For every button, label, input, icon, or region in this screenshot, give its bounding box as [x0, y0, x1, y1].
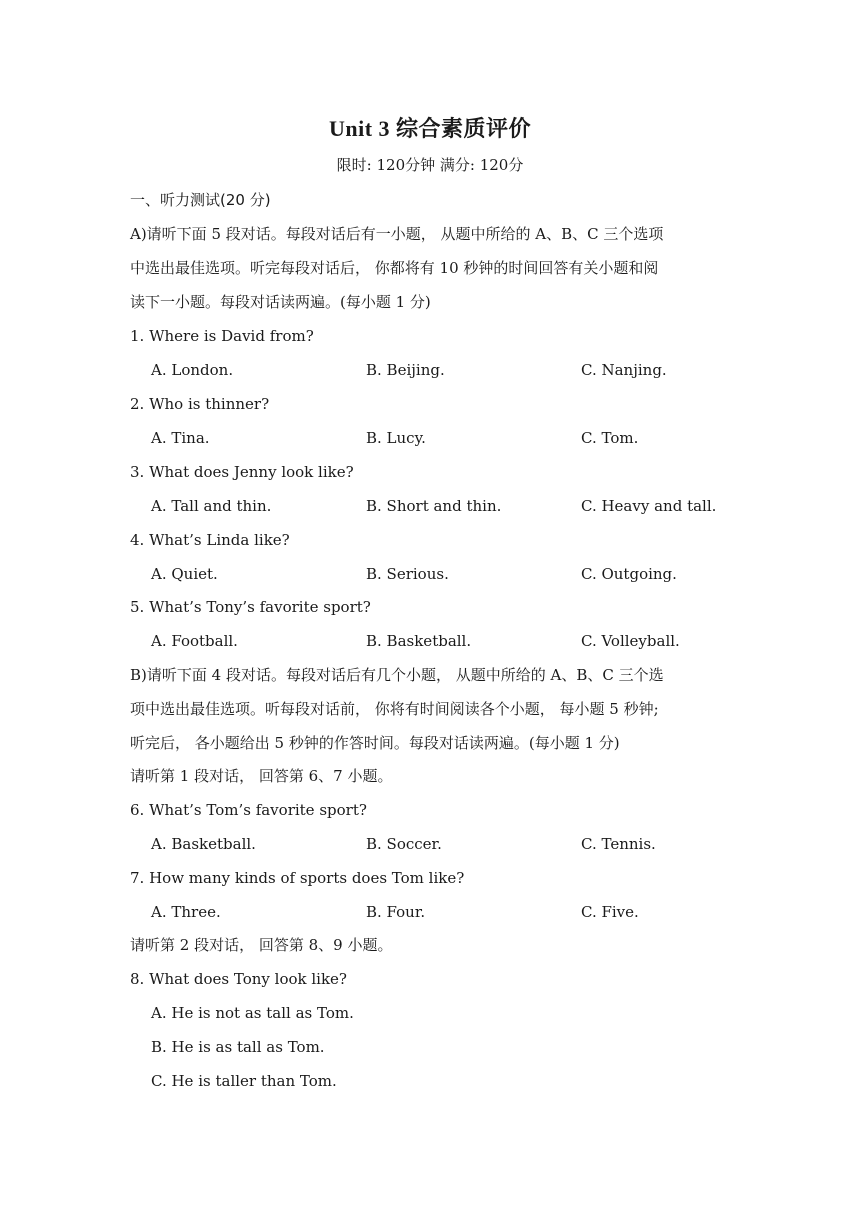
part-a-intro-line-1: A)请听下面 5 段对话。每段对话后有一小题， 从题中所给的 A、B、C 三个选项 — [130, 225, 664, 243]
q3-option-c: C. Heavy and tall. — [581, 497, 717, 515]
q1-option-b: B. Beijing. — [366, 361, 445, 379]
part-b-intro-line-1: B)请听下面 4 段对话。每段对话后有几个小题， 从题中所给的 A、B、C 三个选 — [130, 666, 664, 684]
section-heading-listening: 一、听力测试(20 分) — [130, 191, 271, 209]
q6-option-a: A. Basketball. — [151, 835, 256, 853]
question-8: 8. What does Tony look like? — [130, 970, 347, 988]
q8-option-b: B. He is as tall as Tom. — [151, 1038, 325, 1056]
q2-option-b: B. Lucy. — [366, 429, 426, 447]
time-score-line: 限时: 120分钟 满分: 120分 — [336, 156, 524, 174]
page-title: Unit 3 综合素质评价 — [328, 116, 532, 141]
q6-option-b: B. Soccer. — [366, 835, 442, 853]
q5-option-b: B. Basketball. — [366, 632, 472, 650]
part-b-intro-line-2: 项中选出最佳选项。听每段对话前， 你将有时间阅读各个小题， 每小题 5 秒钟; — [130, 700, 659, 718]
q4-option-a: A. Quiet. — [151, 565, 218, 583]
q6-option-c: C. Tennis. — [581, 835, 656, 853]
q7-option-b: B. Four. — [366, 903, 426, 921]
part-b-intro-line-3: 听完后， 各小题给出 5 秒钟的作答时间。每段对话读两遍。(每小题 1 分) — [130, 734, 620, 752]
q3-option-a: A. Tall and thin. — [151, 497, 272, 515]
q7-option-a: A. Three. — [151, 903, 221, 921]
question-6: 6. What’s Tom’s favorite sport? — [130, 801, 367, 819]
q4-option-c: C. Outgoing. — [581, 565, 677, 583]
question-7: 7. How many kinds of sports does Tom like? — [130, 869, 465, 887]
q1-option-c: C. Nanjing. — [581, 361, 667, 379]
q7-option-c: C. Five. — [581, 903, 639, 921]
question-4: 4. What’s Linda like? — [130, 531, 290, 549]
q1-option-a: A. London. — [151, 361, 234, 379]
question-2: 2. Who is thinner? — [130, 395, 270, 413]
part-a-intro-line-3: 读下一小题。每段对话读两遍。(每小题 1 分) — [130, 293, 431, 311]
q4-option-b: B. Serious. — [366, 565, 449, 583]
q3-option-b: B. Short and thin. — [366, 497, 502, 515]
question-5: 5. What’s Tony’s favorite sport? — [130, 598, 371, 616]
q2-option-c: C. Tom. — [581, 429, 639, 447]
q8-option-a: A. He is not as tall as Tom. — [151, 1004, 354, 1022]
q2-option-a: A. Tina. — [151, 429, 210, 447]
question-1: 1. Where is David from? — [130, 327, 314, 345]
dialog-1-note: 请听第 1 段对话， 回答第 6、7 小题。 — [130, 767, 393, 785]
question-3: 3. What does Jenny look like? — [130, 463, 354, 481]
dialog-2-note: 请听第 2 段对话， 回答第 8、9 小题。 — [130, 936, 393, 954]
q8-option-c: C. He is taller than Tom. — [151, 1072, 337, 1090]
part-a-intro-line-2: 中选出最佳选项。听完每段对话后， 你都将有 10 秒钟的时间回答有关小题和阅 — [130, 259, 659, 277]
q5-option-c: C. Volleyball. — [581, 632, 680, 650]
q5-option-a: A. Football. — [151, 632, 238, 650]
